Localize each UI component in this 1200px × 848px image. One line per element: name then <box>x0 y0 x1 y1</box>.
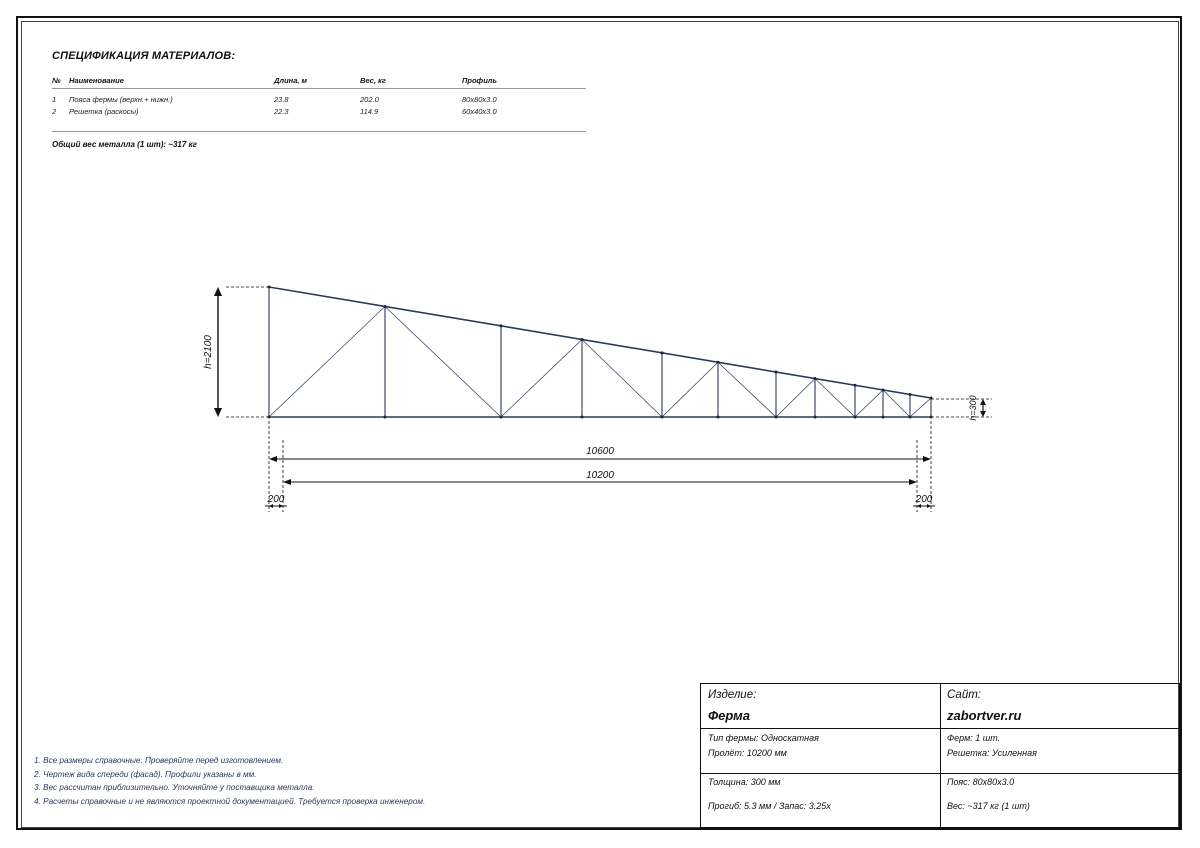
truss-members <box>268 286 933 419</box>
left-offset-label: 200 <box>267 494 285 505</box>
span-label: 10200 <box>586 470 614 481</box>
truss-diagonal <box>855 390 883 417</box>
right-offset-label: 200 <box>915 494 933 505</box>
truss-node <box>814 416 817 419</box>
title-block-divider <box>701 728 1179 729</box>
overall-length-label: 10600 <box>586 446 614 457</box>
spec-col-length: Длина, м <box>274 72 360 89</box>
truss-node <box>661 416 664 419</box>
truss-node <box>909 416 912 419</box>
truss-diagonal <box>776 379 815 417</box>
truss-node <box>581 338 584 341</box>
truss-node <box>581 416 584 419</box>
truss-node <box>882 388 885 391</box>
truss-node <box>717 416 720 419</box>
product-value: Ферма <box>708 708 750 723</box>
title-block <box>700 683 1180 828</box>
chord-profile: Пояс: 80x80x3.0 <box>947 777 1015 787</box>
truss-node <box>500 324 503 327</box>
spec-cell: 80x80x3.0 <box>462 94 497 104</box>
truss-diagonal <box>501 339 582 417</box>
truss-thickness: Толщина: 300 мм <box>708 777 781 787</box>
truss-node <box>661 351 664 354</box>
truss-node <box>500 416 503 419</box>
truss-node <box>814 377 817 380</box>
left-height-dimension <box>214 287 268 417</box>
truss-diagonal <box>662 362 718 417</box>
spec-cell: 202.0 <box>360 94 379 104</box>
truss-count: Ферм: 1 шт. <box>947 733 1001 743</box>
truss-node <box>775 371 778 374</box>
note-item: 3. Вес рассчитан приблизительно. Уточняйте у поставщика металла. <box>34 783 315 793</box>
spec-cell: 22.3 <box>274 106 289 116</box>
spec-cell: 2 <box>52 106 57 116</box>
truss-span: Пролёт: 10200 мм <box>708 748 787 758</box>
truss-node <box>882 416 885 419</box>
deflection-value: Прогиб: 5.3 мм / Запас: 3.25x <box>708 801 831 811</box>
truss-node <box>384 416 387 419</box>
note-item: 4. Расчеты справочные и не являются проектной документацией. Требуется проверка инженером. <box>34 796 426 806</box>
truss-node <box>717 361 720 364</box>
lattice-type: Решетка: Усиленная <box>947 748 1037 758</box>
horizontal-extension-lines <box>269 421 931 512</box>
truss-diagonal <box>910 398 931 417</box>
truss-type: Тип фермы: Односкатная <box>708 733 819 743</box>
drawing-notes <box>34 754 425 808</box>
top-chord <box>269 287 931 398</box>
truss-node <box>854 416 857 419</box>
title-block-divider <box>701 773 1179 774</box>
left-height-label: h=2100 <box>203 335 214 369</box>
note-item: 2. Чертеж вида спереди (фасад). Профили указаны в мм. <box>34 769 257 779</box>
spec-cell: 23.8 <box>274 94 289 104</box>
truss-node <box>909 393 912 396</box>
truss-diagonal <box>269 306 385 417</box>
spec-col-name: Наименование <box>69 72 274 89</box>
spec-cell: 60x40x3.0 <box>462 106 497 116</box>
spec-total-weight: Общий вес металла (1 шт): ~317 кг <box>52 140 197 149</box>
product-label: Изделие: <box>708 689 757 701</box>
spec-cell: 1 <box>52 94 57 104</box>
title-block-divider <box>940 684 941 827</box>
truss-node <box>775 416 778 419</box>
weight-value: Вес: ~317 кг (1 шт) <box>947 801 1030 811</box>
site-value: zabortver.ru <box>947 708 1022 723</box>
right-height-dimension <box>931 399 992 417</box>
spec-cell: 114.9 <box>360 106 379 116</box>
spec-col-weight: Вес, кг <box>360 72 462 89</box>
truss-node <box>384 305 387 308</box>
truss-node <box>854 384 857 387</box>
spec-title: СПЕЦИФИКАЦИЯ МАТЕРИАЛОВ: <box>52 50 236 62</box>
note-item: 1. Все размеры справочные. Проверяйте перед изготовлением. <box>34 756 284 765</box>
right-height-label: h=300 <box>968 395 978 421</box>
site-label: Сайт: <box>947 689 982 701</box>
spec-cell: Решетка (раскосы) <box>69 106 139 116</box>
spec-col-number: № <box>52 72 69 89</box>
spec-col-profile: Профиль <box>462 72 586 89</box>
spec-cell: Пояса фермы (верхн.+ нижн.) <box>69 94 173 104</box>
